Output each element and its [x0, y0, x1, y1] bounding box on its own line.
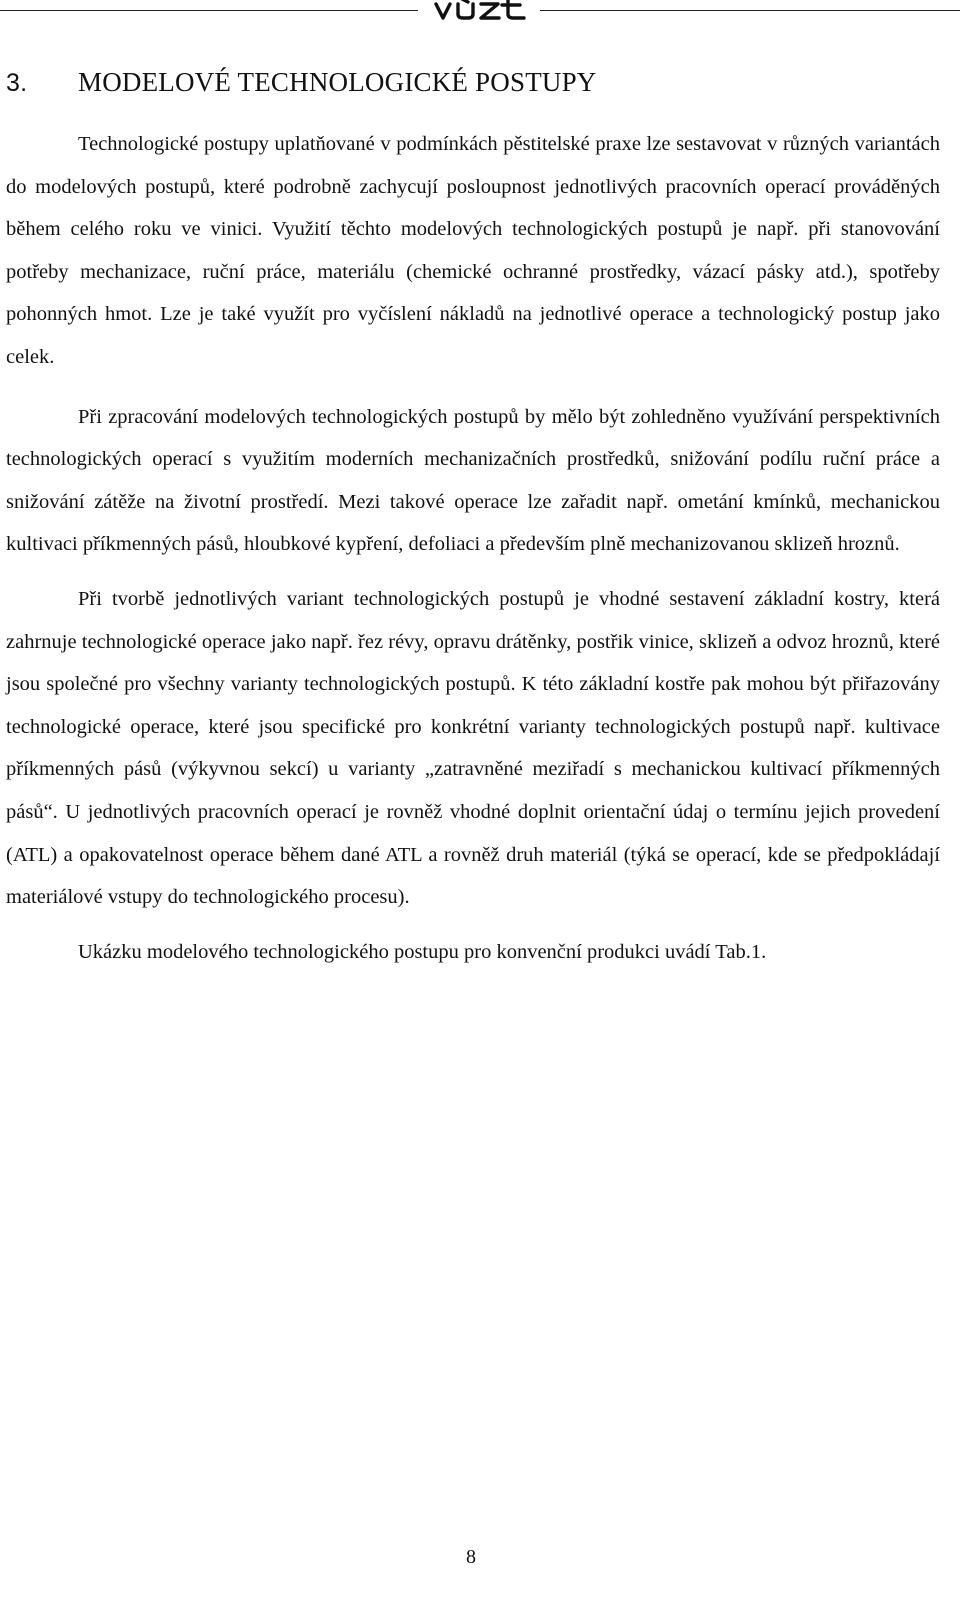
vuzt-logo [432, 0, 532, 24]
paragraph: Při zpracování modelových technologických postupů by mělo být zohledněno využívání perspektivních technologických operací s využitím moderních mechanizačních prostředků, snižování podílu ruční práce a snižování zátěže na životní prostředí. Mezi takové operace lze zařadit např. ometání kmínků, mechanickou kultivaci příkmenných pásů, hloubkové kypření, defoliaci a především plně mechanizovanou sklizeň hroznů. [6, 405, 940, 556]
header-rule-right [540, 10, 960, 11]
paragraph: Při tvorbě jednotlivých variant technologických postupů je vhodné sestavení základní kostry, která zahrnuje technologické operace jako např. řez révy, opravu drátěnky, postřik vinice, sklizeň a odvoz hroznů, které jsou společné pro všechny varianty technologických postupů. K této základní kostře pak mohou být přiřazovány technologické operace, které jsou specifické pro konkrétní varianty technologických postupů např. kultivace příkmenných pásů (výkyvnou sekcí) u varianty „zatravněné meziřadí s mechanickou kultivací příkmenných pásů“. U jednotlivých pracovních operací je rovněž vhodné doplnit orientační údaj o termínu jejich provedení (ATL) a opakovatelnost operace během dané ATL a rovněž druh materiál (týká se operací, kde se předpokládají materiálové vstupy do technologického procesu). [6, 587, 940, 909]
paragraph: Technologické postupy uplatňované v podmínkách pěstitelské praxe lze sestavovat v různých variantách do modelových postupů, které podrobně zachycují posloupnost jednotlivých pracovních operací prováděných během celého roku ve vinici. Využití těchto modelových technologických postupů je např. při stanovování potřeby mechanizace, ruční práce, materiálu (chemické ochranné prostředky, vázací pásky atd.), spotřeby pohonných hmot. Lze je také využít pro vyčíslení nákladů na jednotlivé operace a technologický postup jako celek. [6, 133, 940, 368]
paragraph: Ukázku modelového technologického postupu pro konvenční produkci uvádí Tab.1. [78, 940, 767, 963]
section-heading [6, 62, 946, 103]
section-title: MODELOVÉ TECHNOLOGICKÉ POSTUPY [78, 67, 597, 97]
body-text [6, 123, 940, 973]
header-rule-left [0, 10, 418, 11]
section-number: 3. [6, 69, 28, 97]
page-number: 8 [466, 1546, 476, 1568]
